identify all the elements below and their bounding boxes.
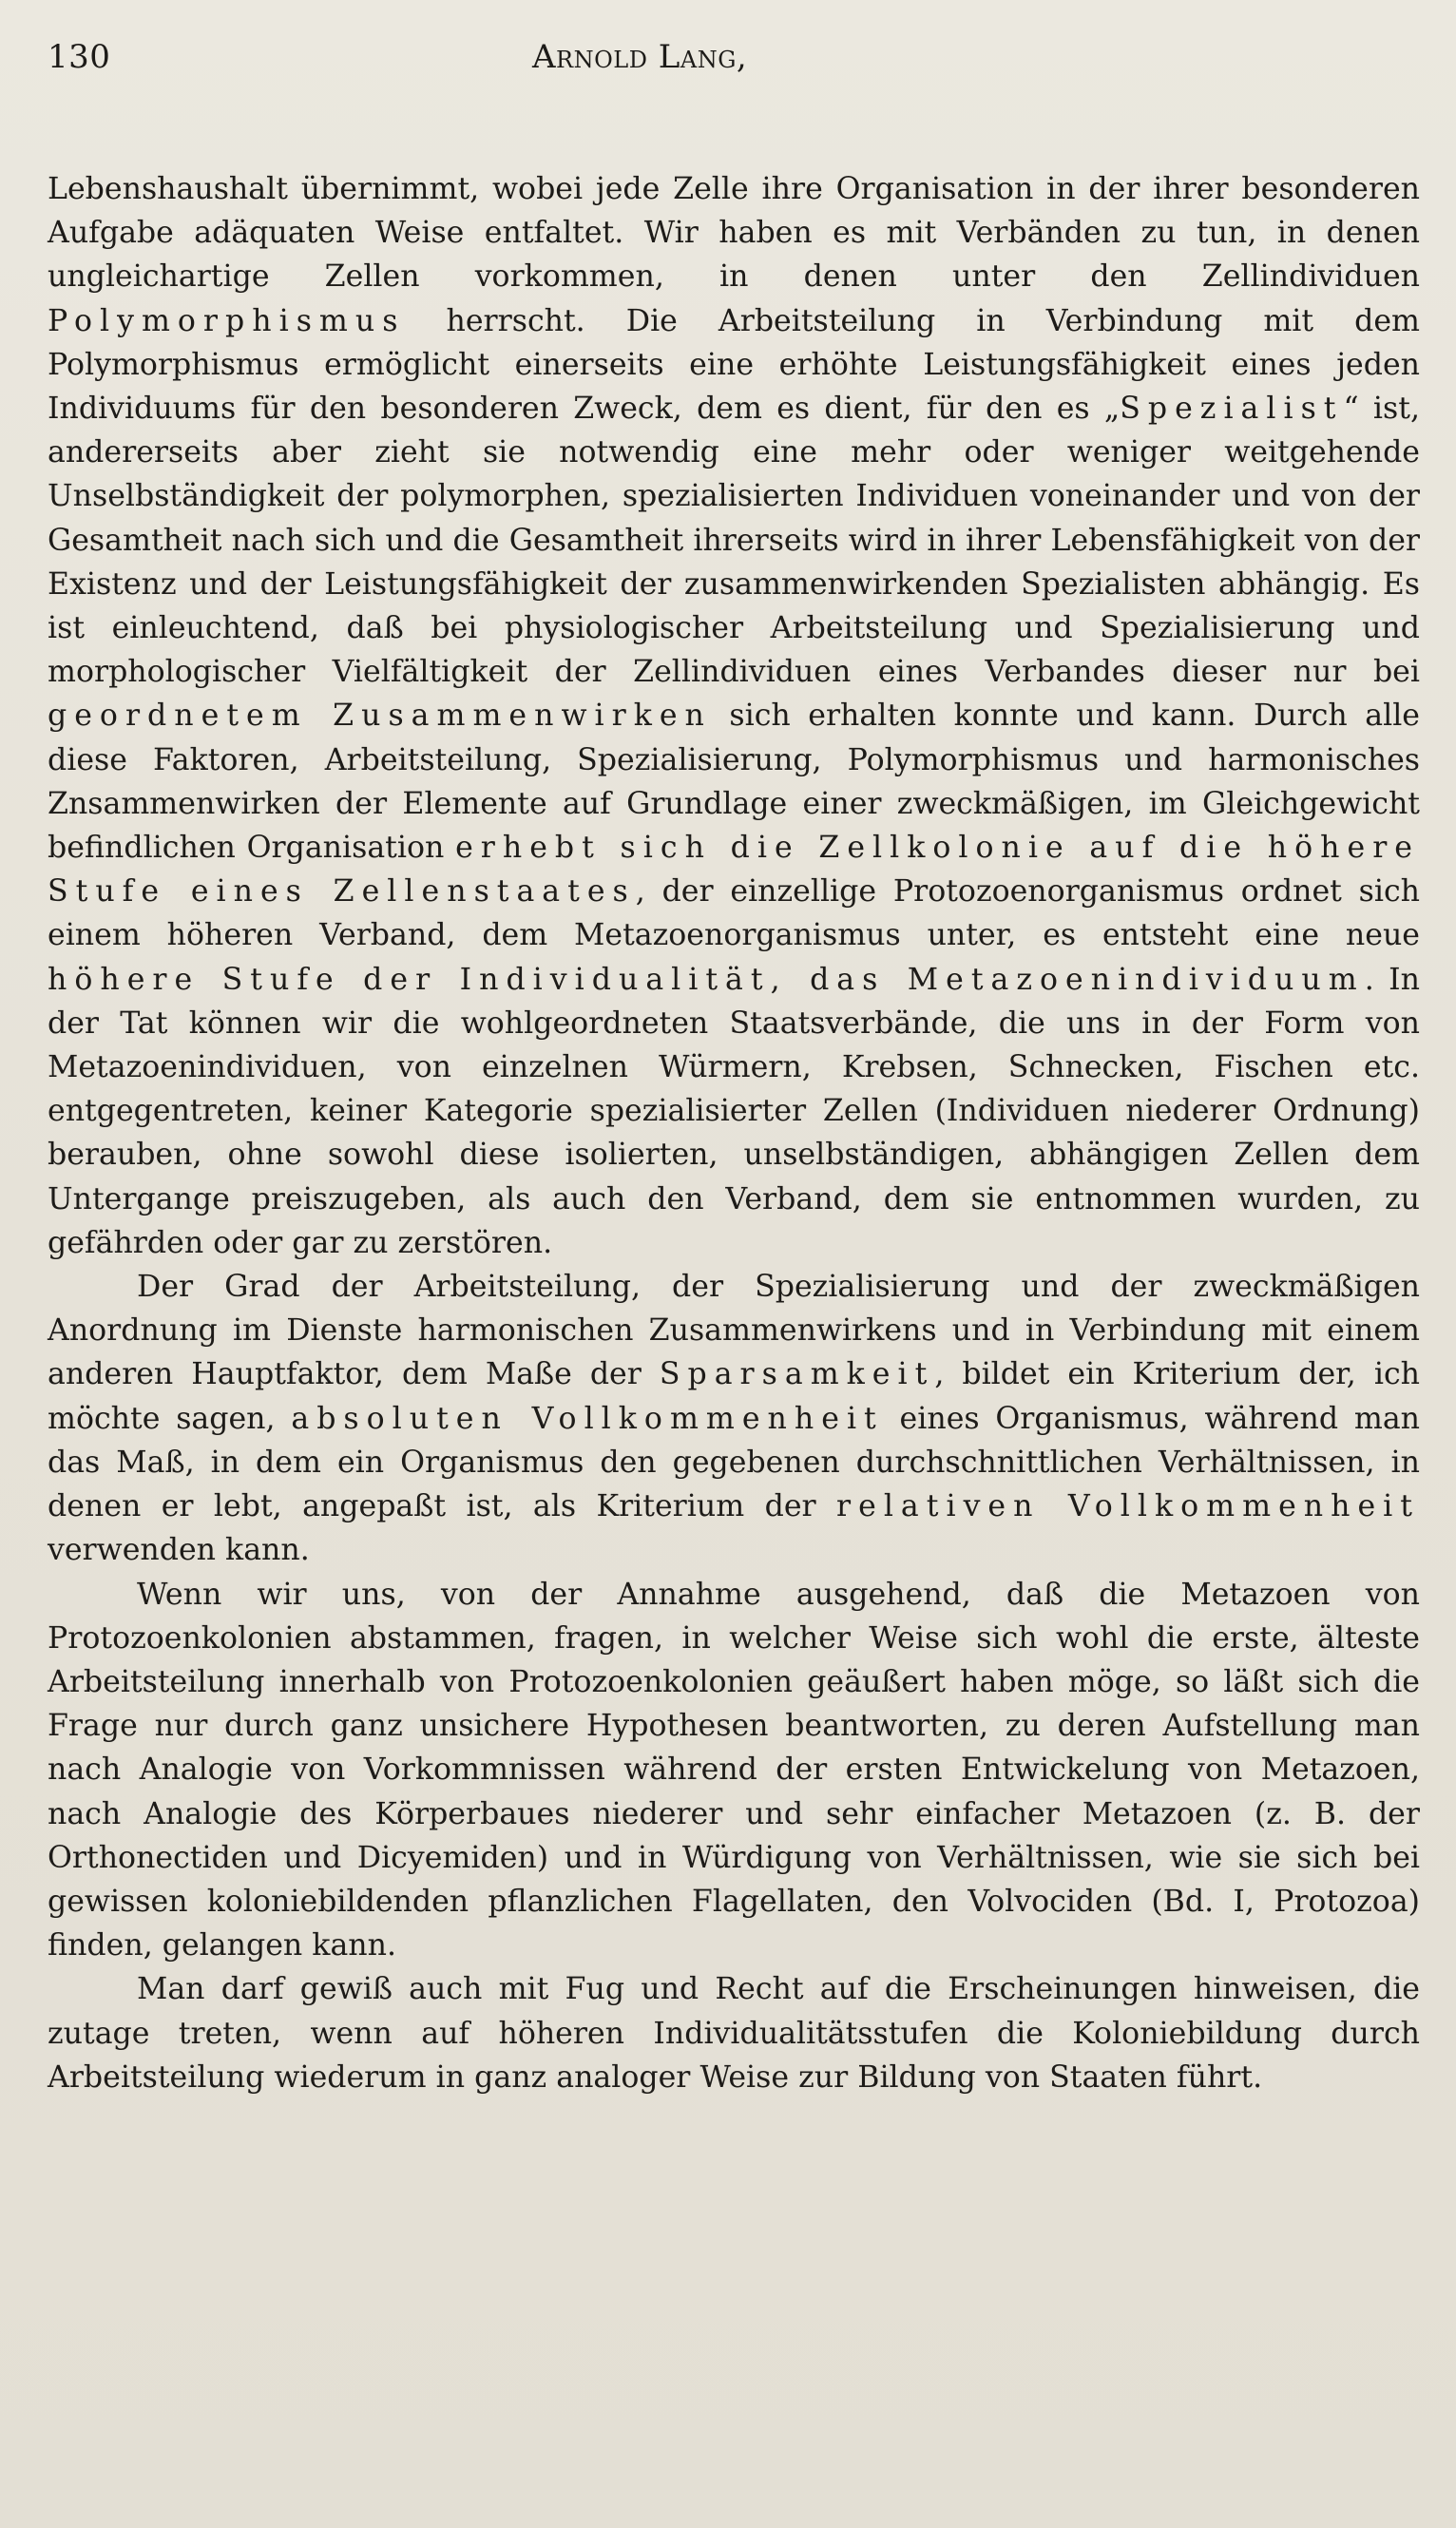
text-run: . In der Tat können wir die wohlgeordneten Staatsverbände, die uns in der Form von Metazoenindividuen, von einzelnen Würmern, Krebsen, Schnecken, Fischen etc. entgegentreten, keiner Kategorie spezialisierter Zellen (Individuen niederer Ordnung) berauben, ohne sowohl diese isolierten, unselbständigen, abhängigen Zellen dem Untergange preiszugeben, als auch den Verband, dem sie entnommen wurden, zu gefährden oder gar zu zerstören. (48, 962, 1420, 1260)
text-run: Der Grad der Arbeitsteilung, der Spezialisierung und der zweckmäßigen Anordnung im Dienste harmonischen Zusammenwirkens und in Verbindung mit einem anderen Hauptfaktor, dem Maße der (48, 1270, 1420, 1392)
page-number: 130 (48, 38, 111, 76)
text-run: Lebenshaushalt übernimmt, wobei jede Zelle ihre Organisation in der ihrer besonderen Aufgabe adäquaten Weise entfaltet. Wir haben es mit Verbänden zu tun, in denen ungleichartige Zellen vorkommen, in denen unter den Zellindividuen (48, 172, 1420, 295)
emphasized-text: erhebt sich die Zellkolonie auf die höhere Stufe eines Zellenstaates (48, 831, 1420, 910)
text-run: , der einzellige Protozoenorganismus ordnet sich einem höheren Verband, dem Metazoenorganismus unter, es entsteht eine neue (48, 874, 1420, 953)
running-head (48, 38, 1420, 97)
emphasized-text: Polymorphismus (48, 303, 406, 338)
paragraph (48, 167, 1420, 1265)
emphasized-text: Spezialist (1120, 392, 1344, 427)
emphasized-text: absoluten Vollkommenheit (291, 1401, 884, 1436)
text-run: sich erhalten konnte und kann. Durch alle diese Faktoren, Arbeitsteilung, Spezialisierung, Polymorphismus und harmonisches Znsammenwirken der Elemente auf Grundlage einer zweckmäßigen, im Gleichgewicht befindlichen Organisation (48, 699, 1420, 866)
running-title: Arnold Lang, (532, 38, 748, 76)
emphasized-text: Sparsamkeit (659, 1357, 935, 1392)
text-run: Man darf gewiß auch mit Fug und Recht auf die Erscheinungen hinweisen, die zutage treten, wenn auf höheren Individualitätsstufen die Koloniebildung durch Arbeitsteilung wiederum in ganz analoger Weise zur Bildung von Staaten führt. (48, 1972, 1420, 2095)
text-run: eines Organismus, während man das Maß, in dem ein Organismus den gegebenen durchschnittlichen Verhältnissen, in denen er lebt, angepaßt ist, als Kriterium der (48, 1401, 1421, 1524)
text-run: Wenn wir uns, von der Annahme ausgehend, daß die Metazoen von Protozoenkolonien abstammen, fragen, in welcher Weise sich wohl die erste, älteste Arbeitsteilung innerhalb von Protozoenkolonien geäußert haben möge, so läßt sich die Frage nur durch ganz unsichere Hypothesen beantworten, zu deren Aufstellung man nach Analogie von Vorkommnissen während der ersten Entwickelung von Metazoen, nach Analogie des Körperbaues niederer und sehr einfacher Metazoen (z. B. der Orthonectiden und Dicyemiden) und in Würdigung von Verhältnissen, wie sie sich bei gewissen koloniebildenden pflanzlichen Flagellaten, den Volvociden (Bd. I, Protozoa) finden, gelangen kann. (48, 1577, 1420, 1963)
text-run: “ ist, andererseits aber zieht sie notwendig eine mehr oder weniger weitgehende Unselbständigkeit der polymorphen, spezialisierten Individuen voneinander und von der Gesamtheit nach sich und die Gesamtheit ihrerseits wird in ihrer Lebensfähigkeit von der Existenz und der Leistungsfähigkeit der zusammenwirkenden Spezialisten abhängig. Es ist einleuchtend, daß bei physiologischer Arbeitsteilung und Spezialisierung und morphologischer Vielfältigkeit der Zellindividuen eines Verbandes dieser nur bei (48, 392, 1420, 690)
text-run: verwenden kann. (48, 1533, 310, 1568)
emphasized-text: geordnetem Zusammenwirken (48, 699, 712, 734)
text-run: herrscht. Die Arbeitsteilung in Verbindung mit dem Polymorphismus ermöglicht einerseits eine erhöhte Leistungsfähigkeit eines jeden Individuums für den besonderen Zweck, dem es dient, für den es „ (48, 303, 1420, 427)
text-run: , bildet ein Kriterium der, ich möchte sagen, (48, 1357, 1420, 1436)
emphasized-text: relativen Vollkommenheit (836, 1489, 1420, 1524)
emphasized-text: höhere Stufe der Individualität, das Metazoenindividuum (48, 962, 1365, 997)
paragraph (48, 1967, 1420, 2099)
paragraph (48, 1573, 1420, 1968)
paragraph (48, 1265, 1420, 1572)
body-text (48, 167, 1420, 2099)
